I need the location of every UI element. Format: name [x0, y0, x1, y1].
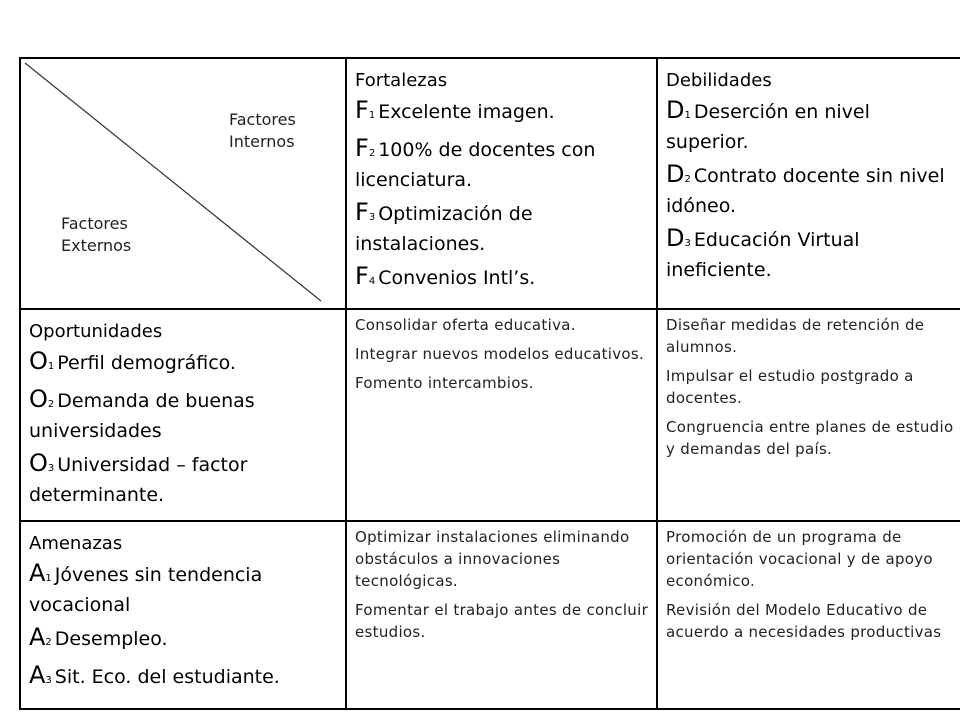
opportunity-letter: O	[29, 346, 48, 375]
strength-subscript: 1	[368, 110, 376, 121]
diagonal-line	[25, 63, 321, 301]
strength-item	[355, 135, 650, 193]
diagonal-divider	[21, 59, 331, 305]
weakness-subscript: 3	[684, 238, 691, 249]
external-factors-label	[61, 213, 151, 257]
weakness-item	[666, 97, 957, 155]
threat-letter: A	[29, 558, 46, 587]
opportunity-item	[29, 386, 339, 444]
threat-item	[29, 560, 339, 618]
corner-cell	[20, 58, 346, 309]
opportunity-text: Perfil demográfico.	[57, 351, 236, 374]
strength-subscript: 2	[368, 148, 376, 159]
threat-item	[29, 662, 339, 694]
da-strategy-item: Revisión del Modelo Educativo de acuerdo a necesidades productivas	[666, 600, 942, 641]
swot-matrix-table	[19, 57, 960, 710]
strength-item	[355, 97, 650, 129]
threat-text: Sit. Eco. del estudiante.	[54, 665, 280, 688]
strength-letter: F	[355, 198, 369, 226]
opportunities-cell	[20, 309, 346, 521]
opportunities-list	[29, 348, 339, 508]
strength-letter: F	[355, 96, 369, 124]
opportunity-letter: O	[29, 384, 48, 413]
do-strategy-item: Diseñar medidas de retención de alumnos.	[666, 315, 925, 356]
opportunity-subscript: 3	[47, 462, 55, 474]
weakness-subscript: 1	[684, 110, 691, 121]
do-strategy-item: Congruencia entre planes de estudio y demandas del país.	[666, 417, 954, 458]
fa-strategies-list	[355, 526, 650, 643]
weakness-text: Contrato docente sin nivel idóneo.	[666, 165, 945, 217]
da-strategies-list	[666, 526, 957, 643]
weaknesses-list	[666, 97, 957, 283]
strength-text: Excelente imagen.	[378, 101, 555, 123]
weakness-subscript: 2	[684, 174, 691, 185]
opportunity-subscript: 1	[47, 360, 55, 372]
weakness-letter: D	[666, 160, 685, 188]
threats-list	[29, 560, 339, 694]
fo-strategy-item: Consolidar oferta educativa.	[355, 315, 576, 334]
weakness-item	[666, 225, 957, 283]
internal-factors-label	[229, 109, 319, 153]
strengths-list	[355, 97, 650, 295]
weakness-text: Deserción en nivel superior.	[666, 101, 870, 153]
weakness-text: Educación Virtual ineficiente.	[666, 229, 860, 281]
do-strategies-list	[666, 314, 957, 460]
opportunity-item	[29, 348, 339, 380]
threat-text: Desempleo.	[54, 627, 168, 650]
weaknesses-cell	[657, 58, 960, 309]
threat-subscript: 2	[45, 636, 52, 648]
fo-strategy-item: Fomento intercambios.	[355, 373, 534, 392]
opportunities-row	[20, 309, 960, 521]
strength-subscript: 3	[368, 212, 376, 223]
threat-letter: A	[29, 660, 46, 689]
strength-item	[355, 263, 650, 295]
strength-subscript: 4	[368, 276, 376, 287]
fo-strategy-item: Integrar nuevos modelos educativos.	[355, 344, 645, 363]
weakness-letter: D	[666, 224, 685, 252]
threat-letter: A	[29, 622, 46, 651]
strength-text: Optimización de instalaciones.	[355, 203, 533, 255]
strengths-cell	[346, 58, 657, 309]
opportunity-subscript: 2	[47, 398, 55, 410]
fo-strategies-list	[355, 314, 650, 394]
fa-strategy-item: Fomentar el trabajo antes de concluir estudios.	[355, 600, 649, 641]
do-strategy-item: Impulsar el estudio postgrado a docentes.	[666, 366, 914, 407]
strengths-title: Fortalezas	[355, 70, 448, 91]
da-strategy-item: Promoción de un programa de orientación vocacional y de apoyo económico.	[666, 527, 933, 590]
da-strategies-cell	[657, 521, 960, 710]
threat-subscript: 3	[45, 674, 52, 686]
threat-text: Jóvenes sin tendencia vocacional	[29, 563, 263, 616]
external-label-text: Factores Externos	[61, 214, 132, 255]
strength-letter: F	[355, 134, 369, 162]
fo-strategies-cell	[346, 309, 657, 521]
weakness-item	[666, 161, 957, 219]
threats-cell	[20, 521, 346, 710]
opportunity-text: Universidad – factor determinante.	[29, 453, 248, 506]
threats-row	[20, 521, 960, 710]
strength-item	[355, 199, 650, 257]
opportunity-item	[29, 450, 339, 508]
fa-strategy-item: Optimizar instalaciones eliminando obstáculos a innovaciones tecnológicas.	[355, 527, 630, 590]
weakness-letter: D	[666, 96, 685, 124]
header-row	[20, 58, 960, 309]
opportunity-text: Demanda de buenas universidades	[29, 389, 255, 442]
threats-title: Amenazas	[29, 532, 123, 554]
threat-subscript: 1	[45, 572, 52, 584]
do-strategies-cell	[657, 309, 960, 521]
opportunity-letter: O	[29, 448, 48, 477]
strength-text: 100% de docentes con licenciatura.	[355, 139, 596, 191]
threat-item	[29, 624, 339, 656]
strength-text: Convenios Intl’s.	[378, 267, 536, 289]
fa-strategies-cell	[346, 521, 657, 710]
weaknesses-title: Debilidades	[666, 70, 772, 91]
opportunities-title: Oportunidades	[29, 320, 163, 342]
internal-label-text: Factores Internos	[229, 110, 296, 151]
strength-letter: F	[355, 262, 369, 290]
